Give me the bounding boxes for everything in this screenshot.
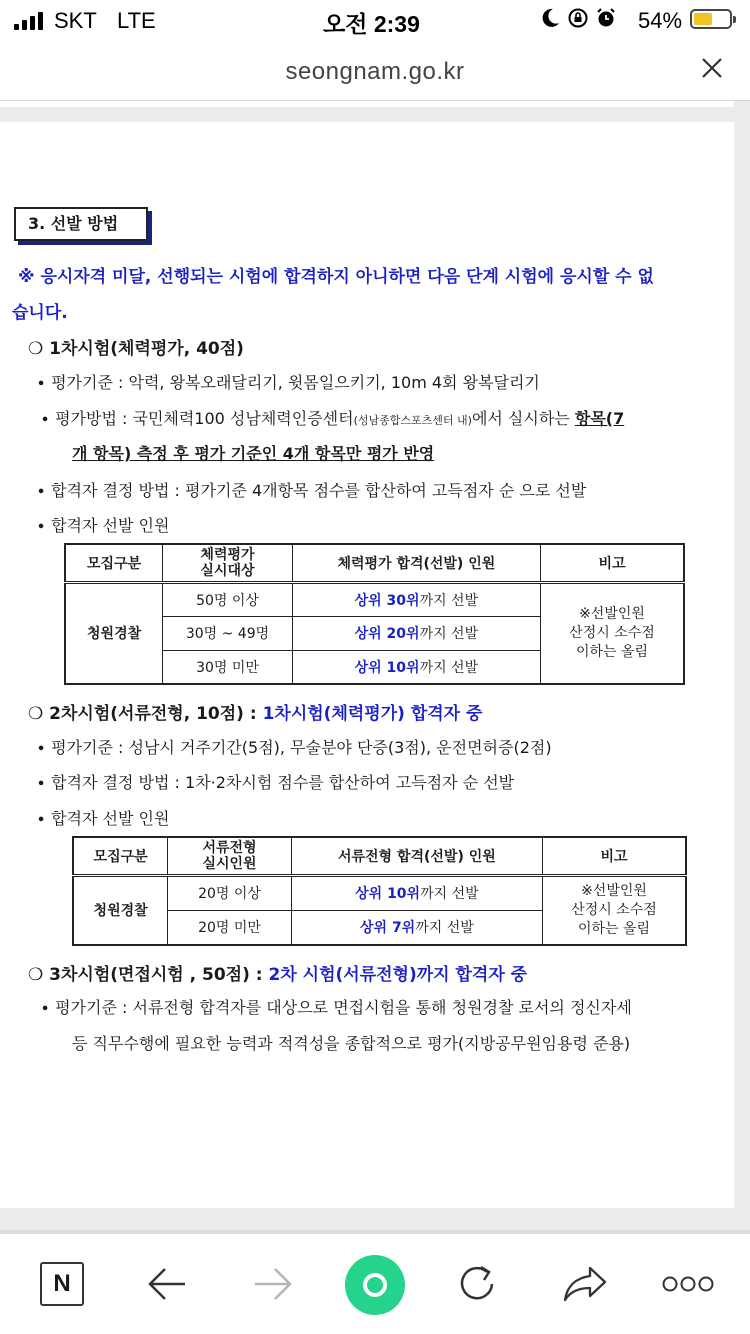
exam1-method-prefix: ∙ 평가방법 : 국민체력100 성남체력인증센터	[40, 409, 354, 428]
network-type: LTE	[117, 8, 156, 33]
exam2-selection-table	[72, 836, 687, 946]
green-dot-button[interactable]	[344, 1254, 406, 1316]
passers-cell: 상위 10위까지 선발	[292, 650, 540, 684]
exam1-selection-table	[64, 543, 685, 685]
exam1-method-bold1: 항목(7	[574, 409, 625, 428]
previous-page-edge	[0, 101, 734, 107]
exam1-method-bold2: 개 항목) 측정 후 평가 기준인 4개 항목만 평가 반영	[72, 444, 435, 463]
header-passers: 서류전형 합격(선발) 인원	[291, 837, 542, 875]
table-row	[73, 875, 686, 910]
exam2-heading: ❍ 2차시험(서류전형, 10점) : 1차시험(체력평가) 합격자 중	[28, 704, 483, 724]
header-note: 비고	[540, 544, 684, 582]
browser-toolbar	[0, 1234, 750, 1334]
target-cell: 50명 이상	[163, 582, 293, 616]
exam3-heading: ❍ 3차시험(면접시험 , 50점) : 2차 시험(서류전형)까지 합격자 중	[28, 965, 528, 985]
exam3-criteria-line-2: 등 직무수행에 필요한 능력과 적격성을 종합적으로 평가(지방공무원임용령 준용)	[72, 1034, 631, 1053]
passers-cell: 상위 30위까지 선발	[292, 582, 540, 616]
exam1-criteria: ∙ 평가기준 : 악력, 왕복오래달리기, 윗몸일으키기, 10m 4회 왕복달리기	[36, 373, 540, 392]
passers-cell: 상위 20위까지 선발	[292, 616, 540, 650]
rotation-lock-icon	[567, 7, 589, 29]
status-time: 오전 2:39	[323, 11, 420, 37]
carrier-name: SKT	[54, 8, 97, 33]
status-bar	[0, 0, 750, 40]
exam2-criteria: ∙ 평가기준 : 성남시 거주기간(5점), 무술분야 단증(3점), 운전면허증(2점)	[36, 738, 552, 757]
exam1-method	[40, 406, 624, 429]
notice-line-1: ※ 응시자격 미달, 선행되는 시험에 합격하지 아니하면 다음 단계 시험에 응시할 수 없	[18, 267, 654, 287]
exam1-method-small: (성남종합스포츠센터 내)	[353, 414, 472, 427]
target-cell: 30명 미만	[163, 650, 293, 684]
note-cell: ※선발인원 산정시 소수점 이하는 올림	[540, 582, 684, 684]
target-cell: 20명 미만	[168, 910, 292, 945]
table-row	[65, 582, 684, 616]
notice-line-2: 습니다.	[12, 303, 68, 323]
table-header-row	[73, 837, 686, 875]
battery-percent: 54%	[638, 8, 683, 33]
exam2-decision: ∙ 합격자 결정 방법 : 1차·2차시험 점수를 합산하여 고득점자 순 선발	[36, 773, 515, 792]
close-icon[interactable]	[700, 56, 724, 80]
header-category: 모집구분	[65, 544, 163, 582]
alarm-icon	[595, 7, 617, 29]
table-header-row	[65, 544, 684, 582]
exam3-heading-highlight: 2차 시험(서류전형)까지 합격자 중	[268, 965, 528, 985]
exam2-heading-highlight: 1차시험(체력평가) 합격자 중	[262, 704, 483, 724]
header-category: 모집구분	[73, 837, 168, 875]
header-target: 체력평가 실시대상	[163, 544, 293, 582]
exam1-method-mid: 에서 실시하는	[471, 409, 575, 428]
exam3-criteria-line-1: ∙ 평가기준 : 서류전형 합격자를 대상으로 면접시험을 통해 청원경찰 로서의 정신자세	[40, 998, 632, 1017]
back-arrow-icon[interactable]	[147, 1266, 187, 1302]
target-cell: 30명 ~ 49명	[163, 616, 293, 650]
address-bar	[0, 40, 750, 101]
exam1-selection: ∙ 합격자 선발 인원	[36, 516, 170, 535]
target-cell: 20명 이상	[168, 875, 292, 910]
header-target: 서류전형 실시인원	[168, 837, 292, 875]
moon-icon	[541, 7, 561, 29]
exam1-heading: ❍ 1차시험(체력평가, 40점)	[28, 339, 244, 359]
header-note: 비고	[542, 837, 686, 875]
naver-home-button[interactable]: N	[40, 1262, 84, 1306]
section-title: 3. 선발 방법	[14, 207, 148, 241]
category-cell: 청원경찰	[65, 582, 163, 684]
exam2-selection: ∙ 합격자 선발 인원	[36, 809, 170, 828]
header-passers: 체력평가 합격(선발) 인원	[292, 544, 540, 582]
url-text[interactable]: seongnam.go.kr	[285, 58, 465, 85]
battery-fill	[694, 13, 712, 25]
passers-cell: 상위 7위까지 선발	[291, 910, 542, 945]
signal-strength-icon	[14, 12, 43, 30]
forward-arrow-icon[interactable]	[253, 1266, 293, 1302]
category-cell: 청원경찰	[73, 875, 168, 945]
battery-icon	[690, 9, 732, 29]
exam1-decision: ∙ 합격자 결정 방법 : 평가기준 4개항목 점수를 합산하여 고득점자 순 으로 선발	[36, 481, 587, 500]
note-cell: ※선발인원 산정시 소수점 이하는 올림	[542, 875, 686, 945]
passers-cell: 상위 10위까지 선발	[291, 875, 542, 910]
refresh-icon[interactable]	[457, 1264, 499, 1304]
more-options-icon[interactable]	[662, 1274, 714, 1294]
share-icon[interactable]	[562, 1264, 608, 1304]
